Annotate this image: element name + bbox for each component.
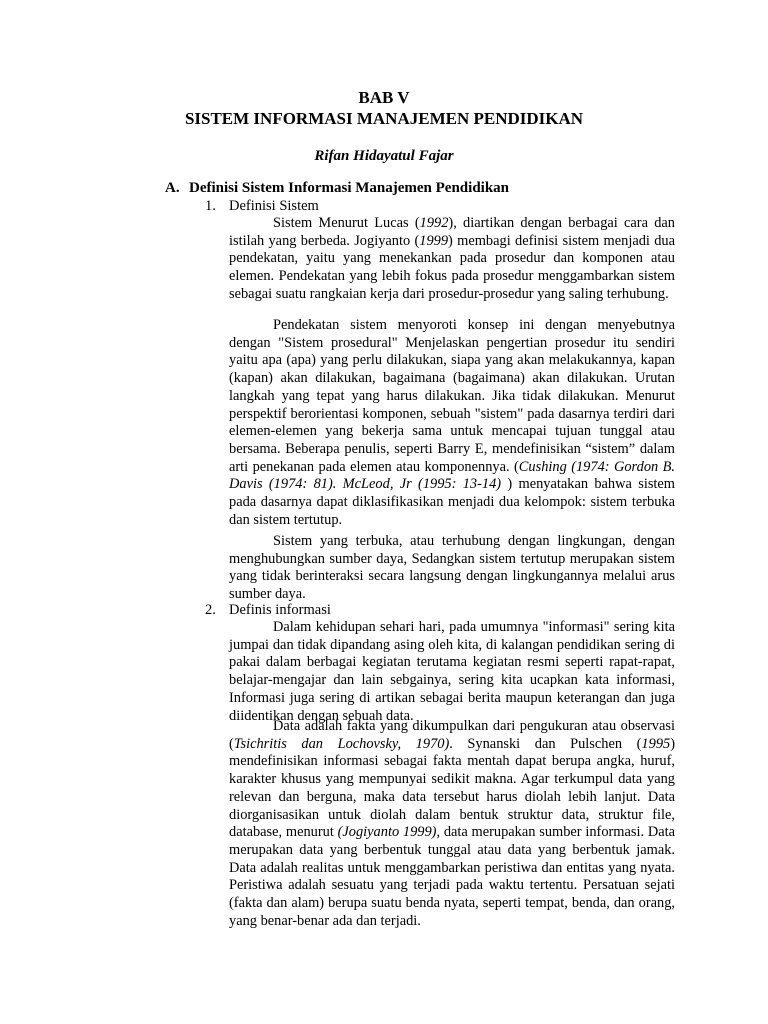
paragraph — [229, 619, 675, 725]
text-run: , data merupakan sumber informasi. Data merupakan data yang berbentuk tunggal atau data yang berbentuk jamak. Data adalah realitas untuk menggambarkan peristiwa dan entitas yang nyata. Peristiwa adalah sesuatu yang terjadi pada waktu tertentu. Persatuan sejati (fakta dan alam) berupa suatu benda nyata, seperti tempat, benda, dan orang, yang benar-benar ada dan terjadi. — [229, 824, 675, 929]
paragraph — [229, 718, 675, 930]
citation: (Jogiyanto 1999) — [337, 824, 437, 841]
paragraph — [229, 215, 675, 304]
subsection-title: Definis informasi — [229, 602, 331, 618]
text-run: Data adalah fakta yang dikumpulkan dari pengukuran atau observasi ( — [229, 718, 675, 752]
text-run: Sistem Menurut Lucas ( — [273, 215, 420, 231]
text-run: Pendekatan sistem menyoroti konsep ini dengan menyebutnya dengan "Sistem prosedural" Menjelaskan pengertian prosedur itu sendiri yaitu apa (apa) yang perlu dilakukan, siapa yang akan melakukannya, kapan (kapan) akan dilakukan, bagaimana (bagaimana) akan dilakukan. Urutan langkah yang tepat yang harus dilakukan. Jika tidak dilakukan. Menurut perspektif berorientasi komponen, sebuah "sistem" pada dasarnya terdiri dari elemen-elemen yang bekerja sama untuk mencapai tujuan tunggal atau bersama. Beberapa penulis, seperti Barry E, mendefinisikan “sistem” dalam arti penekanan pada elemen atau komponennya. ( — [229, 317, 675, 475]
citation: Tsichritis dan Lochovsky, 1970) — [233, 735, 450, 752]
chapter-heading: BAB V — [358, 88, 410, 107]
paragraph — [229, 317, 675, 529]
subsection-heading-1 — [205, 197, 319, 215]
text-run: . Synanski dan Pulschen ( — [449, 735, 642, 752]
citation-year: 1995 — [641, 735, 671, 752]
subsection-number: 2. — [205, 602, 216, 618]
section-label: A. — [165, 180, 180, 196]
text-run: ) membagi definisi sistem menjadi dua pendekatan, yaitu yang menekankan pada prosedur dan komponen atau elemen. Pendekatan yang lebih fokus pada prosedur menggambarkan sistem sebagai suatu rangkaian kerja dari prosedur-prosedur yang saling terhubung. — [229, 232, 675, 302]
text-run: Dalam kehidupan sehari hari, pada umumnya "informasi" sering kita jumpai dan tidak dipandang asing oleh kita, di kalangan pendidikan sering di pakai dalam berbagai kegiatan terutama kegiatan resmi seperti rapat-rapat, belajar-mengajar dan lain sebgainya, sering kita ucapkan kata informasi, Informasi juga sering di artikan sebagai berita maupun keterangan dan juga diidentikan dengan sebuah data. — [229, 619, 675, 724]
citation: Cushing (1974: Gordon B. Davis (1974: 81). McLeod, Jr (1995: 13-14) — [229, 458, 676, 493]
author-name: Rifan Hidayatul Fajar — [314, 148, 454, 164]
subsection-number: 1. — [205, 198, 216, 214]
text-run: ) mendefinisikan informasi sebagai fakta mentah dapat berupa angka, huruf, karakter khusus yang mempunyai sedikit makna. Agar terkumpul data yang relevan dan berguna, maka data tersebut harus diolah lebih lanjut. Data diorganisasikan untuk diolah dalam bentuk struktur data, struktur file, database, menurut — [229, 735, 675, 841]
subsection-heading-2 — [205, 601, 331, 619]
section-title: Definisi Sistem Informasi Manajemen Pendidikan — [189, 180, 510, 196]
document-title: SISTEM INFORMASI MANAJEMEN PENDIDIKAN — [184, 109, 584, 128]
text-run: ), diartikan dengan berbagai cara dan istilah yang berbeda. Jogiyanto ( — [229, 215, 675, 249]
citation-year: 1992 — [419, 215, 449, 231]
text-run: Sistem yang terbuka, atau terhubung dengan lingkungan, dengan menghubungkan sumber daya, Sedangkan sistem tertutup merupakan sistem yang tidak berinteraksi secara langsung dengan lingkungannya melalui arus sumber daya. — [229, 533, 675, 603]
section-heading — [165, 179, 509, 197]
citation-year: 1999 — [419, 232, 449, 249]
text-run: ) menyatakan bahwa sistem pada dasarnya dapat diklasifikasikan menjadi dua kelompok: sistem terbuka dan sistem tertutup. — [229, 476, 676, 528]
subsection-title: Definisi Sistem — [229, 198, 319, 214]
paragraph — [229, 533, 675, 604]
